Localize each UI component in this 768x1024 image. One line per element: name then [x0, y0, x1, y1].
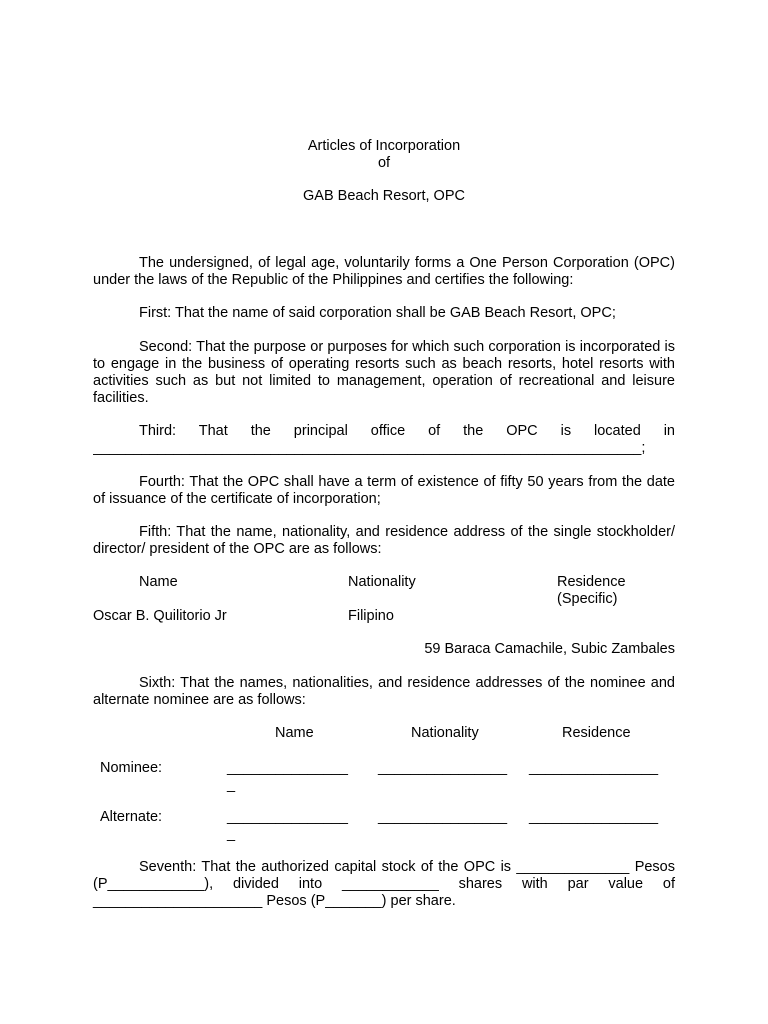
article-sixth: [93, 675, 675, 709]
nominee-residence-blank: ________________: [529, 760, 659, 776]
stockholder-header-nationality: Nationality: [348, 574, 416, 590]
nominee-name-overflow: _: [227, 777, 236, 793]
article-fourth: [93, 474, 675, 508]
article-seventh-text: Seventh: That the authorized capital stock of the OPC is ______________ Pesos (P____________), divided into ____________ shares with par value of _____________________ Pesos (P_______) per share.: [93, 859, 675, 909]
article-second: [93, 339, 675, 407]
nominee-nationality-blank: ________________: [378, 760, 508, 776]
article-sixth-text: Sixth: That the names, nationalities, and residence addresses of the nominee and alternate nominee are as follows:: [93, 675, 675, 708]
article-third-blank: ____________________________________________________________________;: [93, 440, 646, 456]
article-second-text: Second: That the purpose or purposes for which such corporation is incorporated is to engage in the business of operating resorts such as beach resorts, hotel resorts with activities such as but not limited to management, operation of recreational and leisure facilities.: [93, 339, 675, 406]
nominee-header-name: Name: [275, 725, 314, 741]
alternate-name-overflow: _: [227, 826, 236, 842]
article-third-text: Third: That the principal office of the OPC is located in: [139, 423, 675, 439]
nominee-header-residence: Residence: [562, 725, 631, 741]
article-fifth-text: Fifth: That the name, nationality, and residence address of the single stockholder/ director/ president of the OPC are as follows:: [93, 524, 675, 557]
stockholder-name: Oscar B. Quilitorio Jr: [93, 608, 227, 624]
article-fourth-text: Fourth: That the OPC shall have a term of existence of fifty 50 years from the date of issuance of the certificate of incorporation;: [93, 474, 675, 507]
stockholder-residence: 59 Baraca Camachile, Subic Zambales: [424, 641, 675, 657]
article-first-text: First: That the name of said corporation shall be GAB Beach Resort, OPC;: [139, 305, 616, 321]
alternate-nationality-blank: ________________: [378, 809, 508, 825]
nominee-header-nationality: Nationality: [411, 725, 479, 741]
article-third: [93, 423, 675, 440]
intro-paragraph: [93, 255, 675, 289]
alternate-name-blank: _______________: [227, 809, 348, 825]
article-first: [93, 305, 675, 322]
stockholder-header-name: Name: [139, 574, 178, 590]
document-title: Articles of Incorporation: [307, 138, 461, 154]
intro-text: The undersigned, of legal age, voluntarily forms a One Person Corporation (OPC) under the laws of the Republic of the Philippines and certifies the following:: [93, 255, 675, 288]
stockholder-header-residence-specific: (Specific): [557, 591, 618, 607]
alternate-label: Alternate:: [100, 809, 163, 825]
company-name: GAB Beach Resort, OPC: [303, 188, 465, 204]
nominee-name-blank: _______________: [227, 760, 348, 776]
nominee-label: Nominee:: [100, 760, 163, 776]
stockholder-nationality: Filipino: [348, 608, 394, 624]
article-seventh: [93, 859, 675, 910]
article-fifth: [93, 524, 675, 558]
title-of: of: [377, 155, 391, 171]
alternate-residence-blank: ________________: [529, 809, 659, 825]
stockholder-header-residence: Residence: [557, 574, 626, 590]
